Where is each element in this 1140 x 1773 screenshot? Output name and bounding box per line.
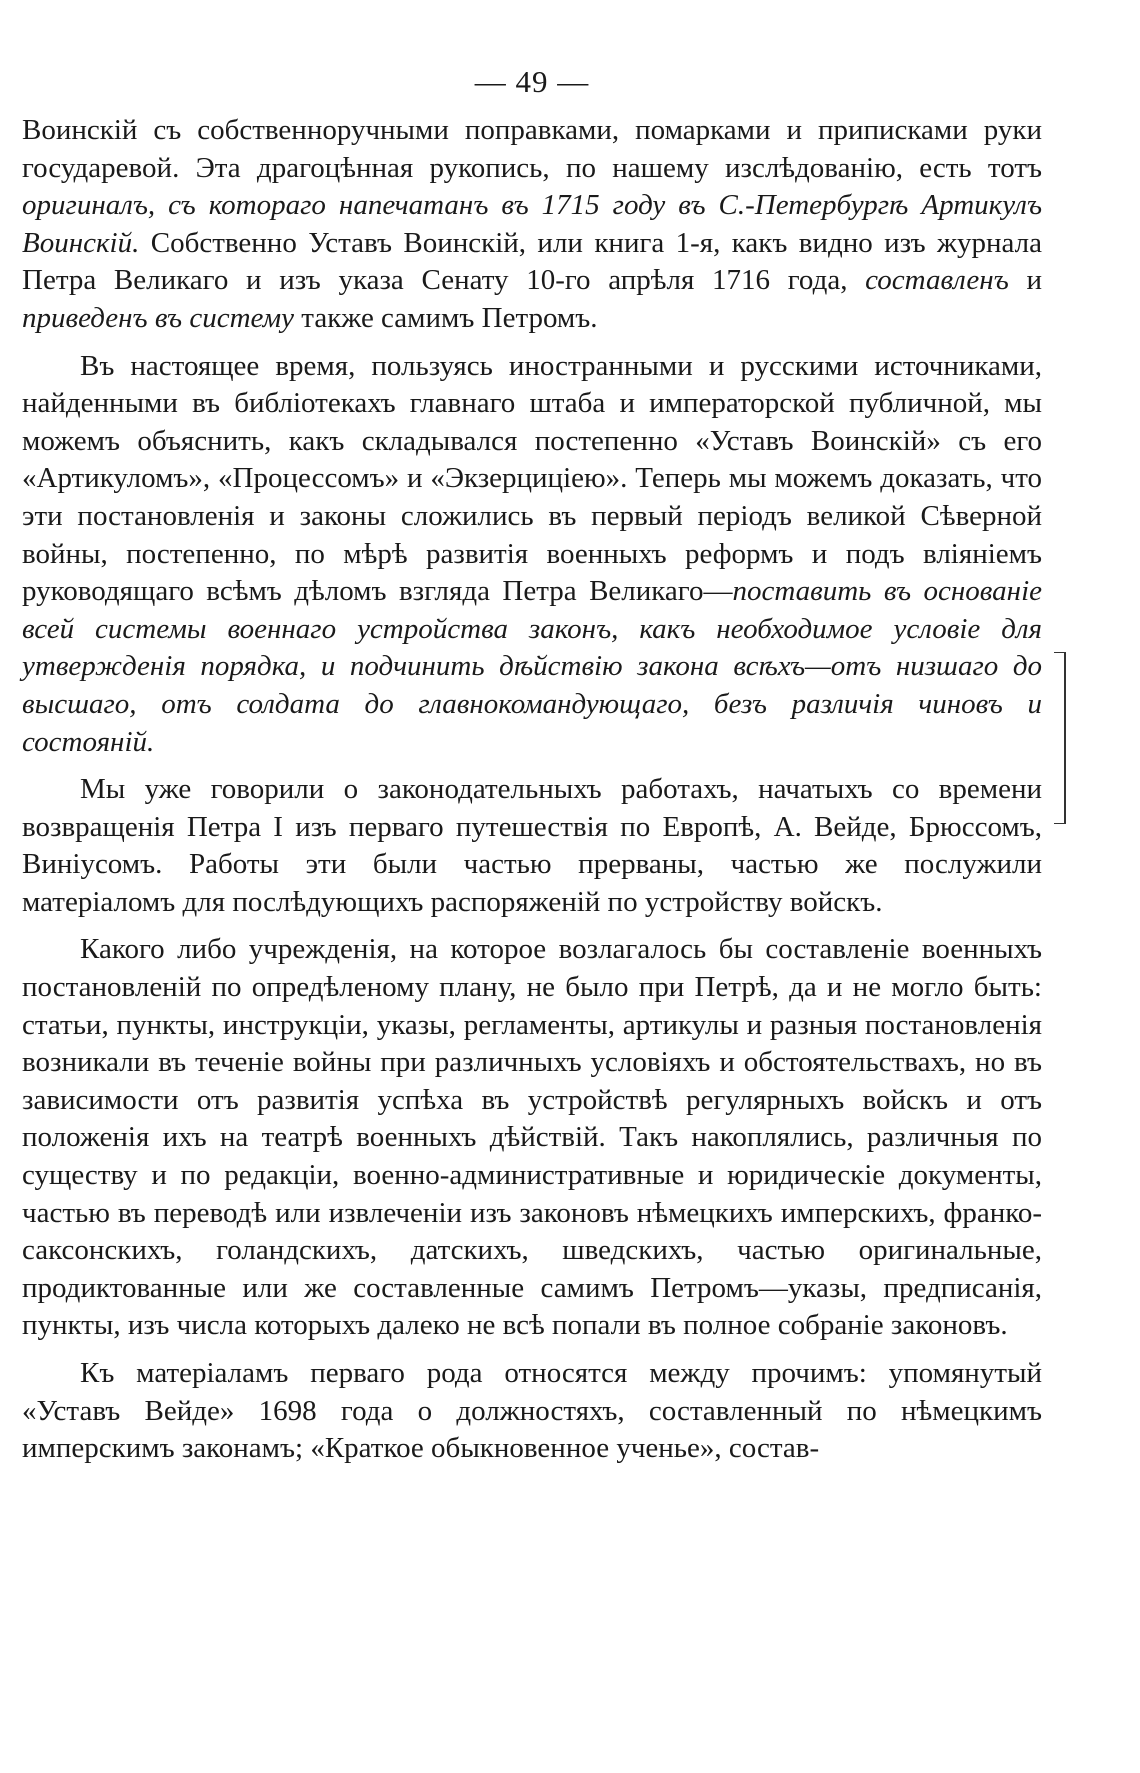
document-page: [22, 60, 1042, 1468]
text-run: Какого либо учрежденія, на которое возлагалось бы составленіе военныхъ постановленій по опредѣленому плану, не было при Петрѣ, да и не могло быть: статьи, пункты, инструкціи, указы, регламенты, артикулы и разныя постановленія возникали въ теченіе войны при различныхъ условіяхъ и обстоятельствахъ, но въ зависимости отъ развитія успѣха въ устройствѣ регулярныхъ войскъ и отъ положенія ихъ на театрѣ военныхъ дѣйствій. Такъ накоплялись, различныя по существу и по редакціи, военно-административные и юридическіе документы, частью въ переводѣ или извлеченіи изъ законовъ нѣмецкихъ имперскихъ, франко-саксонскихъ, голандскихъ, датскихъ, шведскихъ, частью оригинальные, продиктованные или же составленные самимъ Петромъ—указы, предписанія, пункты, изъ числа которыхъ далеко не всѣ попали въ полное собраніе законовъ.: [22, 933, 1042, 1342]
paragraph-4: [22, 931, 1042, 1345]
page-number: — 49 —: [474, 64, 590, 99]
paragraph-5: [22, 1355, 1042, 1468]
margin-bracket-mark: [1054, 652, 1066, 824]
paragraph-2: [22, 348, 1042, 762]
italic-text: поставить въ основаніе всей системы военнаго устройства законъ, какъ необходимое условіе для утвержденія порядка, и подчинить дѣйствію закона всѣхъ—отъ низшаго до высшаго, отъ солдата до главнокомандующаго, безъ различія чиновъ и состояній.: [22, 575, 1042, 758]
italic-text: оригиналъ, съ котораго напечатанъ въ 1715 году въ С.-Петербургѣ Артикулъ Воинскій.: [22, 189, 1042, 259]
text-run: Воинскій съ собственноручными поправками, помарками и приписками руки государевой. Эта драгоцѣнная рукопись, по нашему изслѣдованію, есть тотъ: [22, 114, 1042, 184]
text-run: Въ настоящее время, пользуясь иностранными и русскими источниками, найденными въ библіотекахъ главнаго штаба и императорской публичной, мы можемъ объяснить, какъ складывался постепенно «Уставъ Воинскій» съ его «Артикуломъ», «Процессомъ» и «Экзерциціею». Теперь мы можемъ доказать, что эти постановленія и законы сложились въ первый періодъ великой Сѣверной войны, постепенно, по мѣрѣ развитія военныхъ реформъ и подъ вліяніемъ руководящаго всѣмъ дѣломъ взгляда Петра Великаго—: [22, 349, 1042, 608]
text-run: и: [1008, 264, 1042, 297]
paragraph-3: [22, 771, 1042, 921]
text-run: Мы уже говорили о законодательныхъ работахъ, начатыхъ со времени возвращенія Петра I изъ перваго путешествія по Европѣ, А. Вейде, Брюссомъ, Виніусомъ. Работы эти были частью прерваны, частью же послужили матеріаломъ для послѣдующихъ распоряженій по устройству войскъ.: [22, 773, 1042, 918]
italic-text: составленъ: [865, 264, 1009, 297]
italic-text: приведенъ въ систему: [22, 301, 295, 334]
text-run: также самимъ Петромъ.: [294, 301, 598, 334]
text-run: Къ матеріаламъ перваго рода относятся между прочимъ: упомянутый «Уставъ Вейде» 1698 года о должностяхъ, составленный по нѣмецкимъ имперскимъ законамъ; «Краткое обыкновенное ученье», состав-: [22, 1357, 1042, 1465]
body-text: [22, 112, 1042, 1468]
text-run: Собственно Уставъ Воинскій, или книга 1-я, какъ видно изъ журнала Петра Великаго и изъ указа Сенату 10-го апрѣля 1716 года,: [22, 226, 1042, 297]
paragraph-1: [22, 112, 1042, 338]
